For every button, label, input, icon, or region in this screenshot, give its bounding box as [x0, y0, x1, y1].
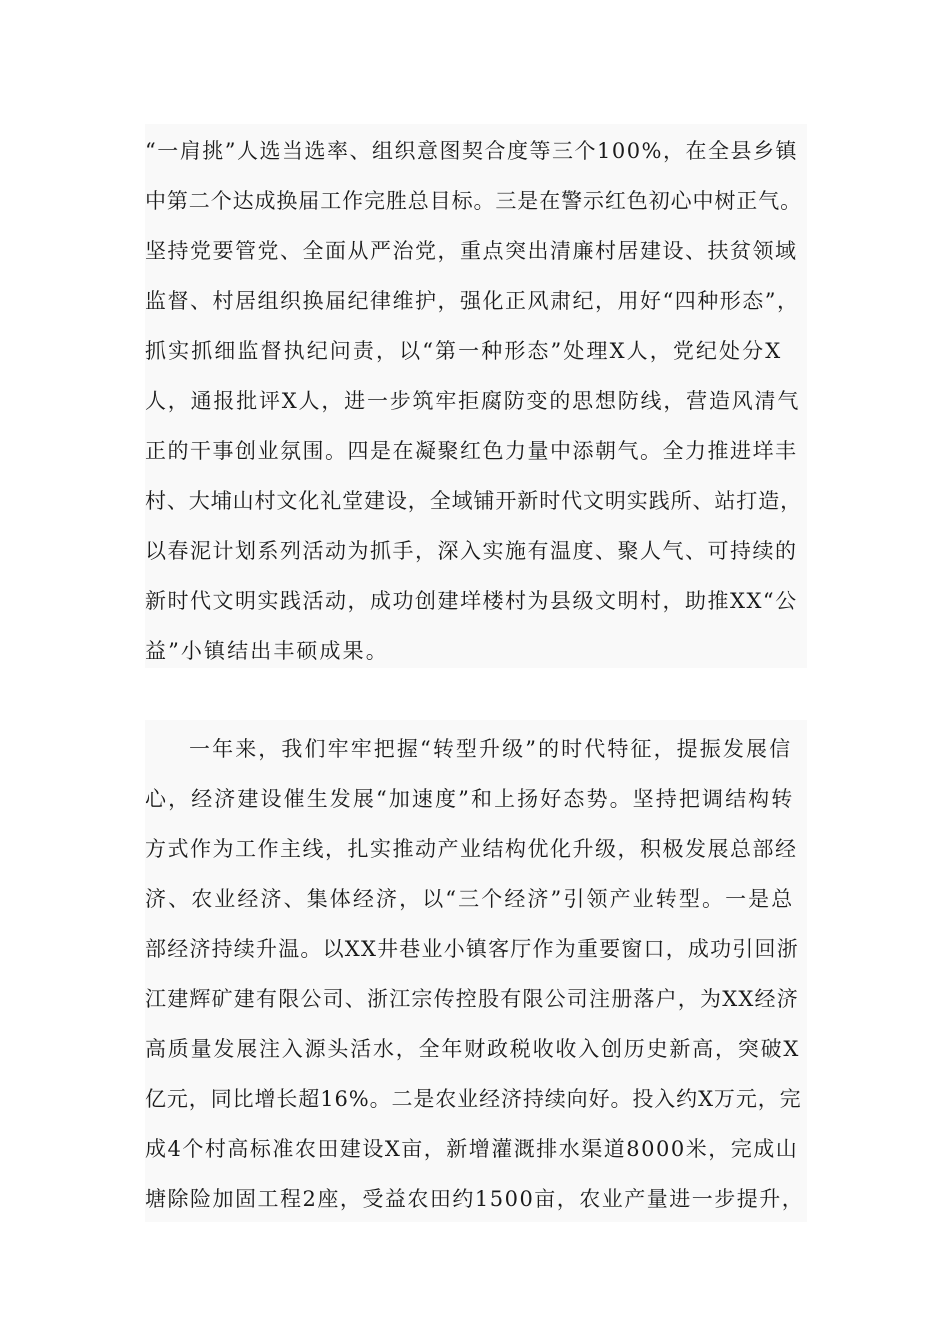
paragraph-economic-development [145, 720, 807, 1222]
text-line: 新时代文明实践活动，成功创建垟楼村为县级文明村，助推XX“公 [145, 589, 798, 613]
text-line: 抓实抓细监督执纪问责，以“第一种形态”处理X人，党纪处分X [145, 339, 783, 363]
text-line: 坚持党要管党、全面从严治党，重点突出清廉村居建设、扶贫领域 [145, 239, 798, 263]
text-line: 亿元，同比增长超16%。二是农业经济持续向好。投入约X万元，完 [145, 1087, 802, 1111]
text-line-indented: 一年来，我们牢牢把握“转型升级”的时代特征，提振发展信 [189, 737, 793, 761]
text-line: 心，经济建设催生发展“加速度”和上扬好态势。坚持把调结构转 [145, 787, 795, 811]
text-line: 人，通报批评X人，进一步筑牢拒腐防变的思想防线，营造风清气 [145, 389, 801, 413]
text-line: 塘除险加固工程2座，受益农田约1500亩，农业产量进一步提升， [145, 1187, 805, 1211]
text-line: 以春泥计划系列活动为抓手，深入实施有温度、聚人气、可持续的 [145, 539, 798, 563]
text-line: 江建辉矿建有限公司、浙江宗传控股有限公司注册落户，为XX经济 [145, 987, 799, 1011]
text-line: 正的干事创业氛围。四是在凝聚红色力量中添朝气。全力推进垟丰 [145, 439, 798, 463]
text-line: “一肩挑”人选当选率、组织意图契合度等三个100%，在全县乡镇 [145, 139, 799, 163]
paragraph-party-building [145, 124, 807, 668]
text-line: 中第二个达成换届工作完胜总目标。三是在警示红色初心中树正气。 [145, 189, 802, 213]
text-line: 成4个村高标准农田建设X亩，新增灌溉排水渠道8000米，完成山 [145, 1137, 799, 1161]
text-line: 济、农业经济、集体经济，以“三个经济”引领产业转型。一是总 [145, 887, 795, 911]
text-line: 益”小镇结出丰硕成果。 [145, 639, 389, 663]
text-line: 村、大埔山村文化礼堂建设，全域铺开新时代文明实践所、站打造， [145, 489, 802, 513]
text-line: 高质量发展注入源头活水，全年财政税收收入创历史新高，突破X [145, 1037, 801, 1061]
text-line: 方式作为工作主线，扎实推动产业结构优化升级，积极发展总部经 [145, 837, 798, 861]
text-line: 部经济持续升温。以XX井巷业小镇客厅作为重要窗口，成功引回浙 [145, 937, 799, 961]
text-line: 监督、村居组织换届纪律维护，强化正风肃纪，用好“四种形态”， [145, 289, 800, 313]
